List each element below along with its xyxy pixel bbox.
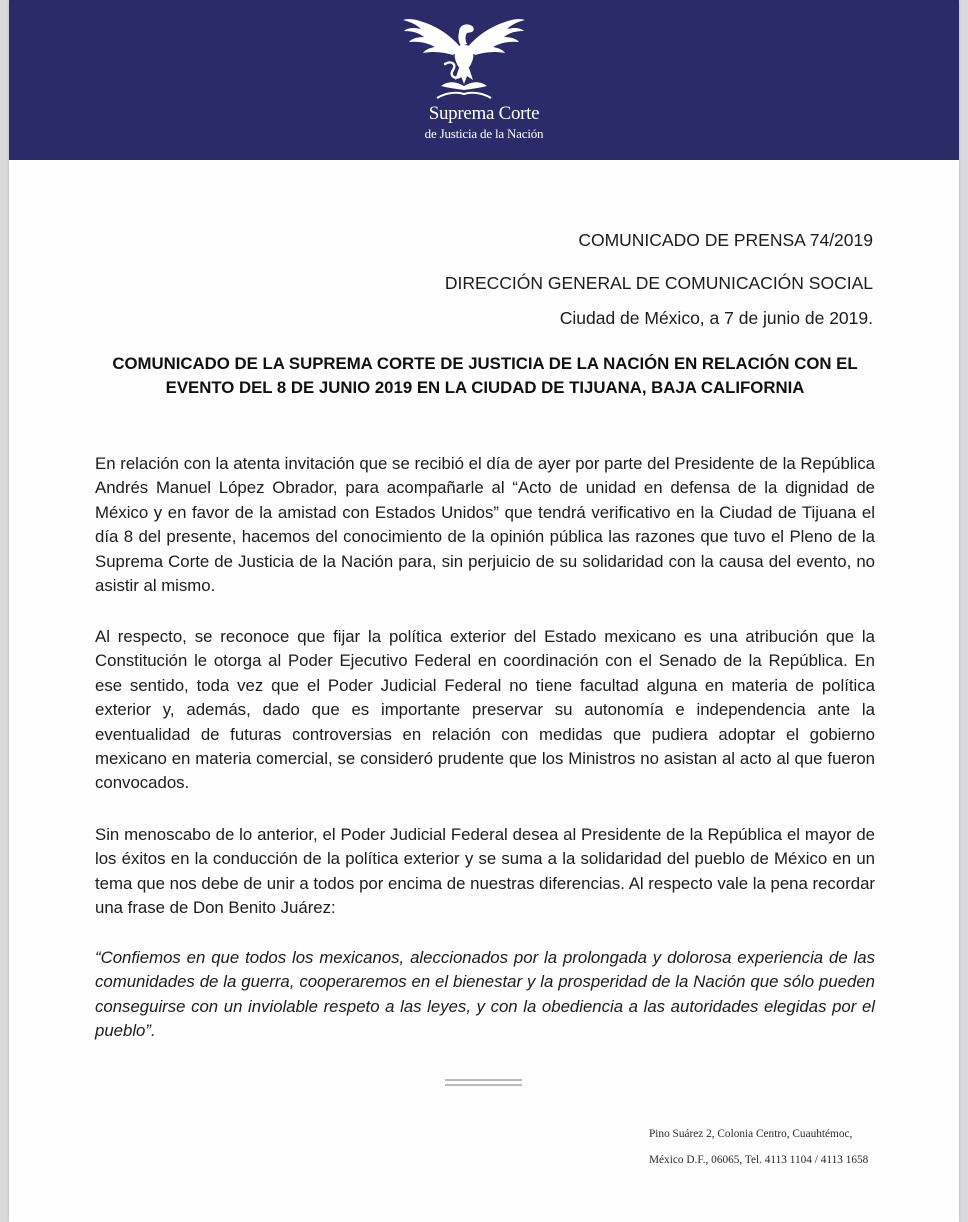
- divider-top-line: [445, 1079, 522, 1081]
- logo-subtitle: de Justicia de la Nación: [424, 126, 544, 141]
- paragraph-1: En relación con la atenta invitación que se recibió el día de ayer por parte del Presidente de la República Andrés Manuel López Obrador, para acompañarle al “Acto de unidad en defensa de la dignidad de México y en favor de la amistad con Estados Unidos” que tendrá verificativo en la Ciudad de Tijuana el día 8 del presente, hacemos del conocimiento de la opinión pública las razones que tuvo el Pleno de la Suprema Corte de Justicia de la Nación para, sin perjuicio de su solidaridad con la causa del evento, no asistir al mismo.: [95, 454, 875, 596]
- juarez-quote: “Confiemos en que todos los mexicanos, aleccionados por la prolongada y dolorosa experiencia de las comunidades de la guerra, cooperaremos en el bienestar y la prosperidad de la Nación que sólo pueden conseguirse con un inviolable respeto a las leyes, y con la obediencia a las autoridades elegidas por el pueblo”.: [95, 948, 875, 1041]
- paragraph-2: Al respecto, se reconoce que fijar la política exterior del Estado mexicano es una atribución que la Constitución le otorga al Poder Ejecutivo Federal en coordinación con el Senado de la República. En ese sentido, toda vez que el Poder Judicial Federal no tiene facultad alguna en materia de política exterior y, además, dado que es importante preservar su autonomía e independencia ante la eventualidad de futuras controversias en relación con medidas que pudiera adoptar el gobierno mexicano en materia comercial, se consideró prudente que los Ministros no asistan al acto al que fueron convocados.: [95, 627, 875, 793]
- department-name: DIRECCIÓN GENERAL DE COMUNICACIÓN SOCIAL: [444, 273, 873, 293]
- eagle-emblem-icon: [401, 8, 527, 100]
- footer-address-line-2: México D.F., 06065, Tel. 4113 1104 / 4113 1658: [649, 1154, 869, 1166]
- document-title: COMUNICADO DE LA SUPREMA CORTE DE JUSTICIA DE LA NACIÓN EN RELACIÓN CON EL EVENTO DEL 8 DE JUNIO 2019 EN LA CIUDAD DE TIJUANA, BAJA CALIFORNIA: [112, 354, 858, 397]
- document-page: [9, 0, 959, 1222]
- paragraph-3: Sin menoscabo de lo anterior, el Poder Judicial Federal desea al Presidente de la República el mayor de los éxitos en la conducción de la política exterior y se suma a la solidaridad del pueblo de México en un tema que nos debe de unir a todos por encima de nuestras diferencias. Al respecto vale la pena recordar una frase de Don Benito Juárez:: [95, 825, 875, 918]
- logo-title: Suprema Corte: [428, 103, 540, 124]
- divider-bottom-line: [445, 1084, 522, 1086]
- header-banner: [9, 0, 959, 160]
- press-release-number: COMUNICADO DE PRENSA 74/2019: [578, 230, 873, 250]
- place-date: Ciudad de México, a 7 de junio de 2019.: [559, 308, 873, 328]
- footer-address-line-1: Pino Suárez 2, Colonia Centro, Cuauhtémoc,: [649, 1128, 853, 1140]
